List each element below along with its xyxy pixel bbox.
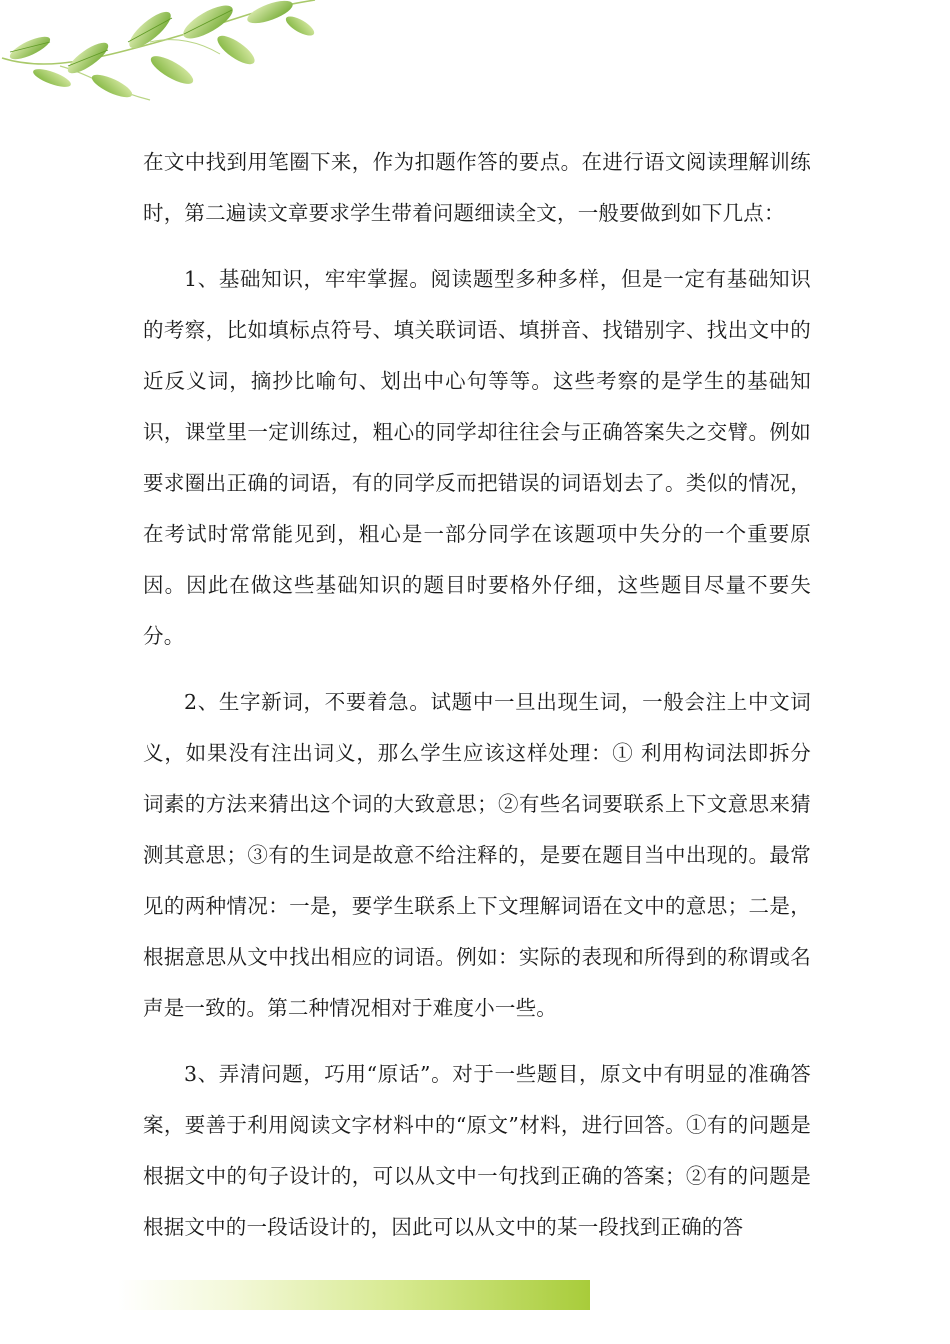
paragraph-continuation: 在文中找到用笔圈下来，作为扣题作答的要点。在进行语文阅读理解训练时，第二遍读文章要求学生带着问题细读全文，一般要做到如下几点： bbox=[143, 150, 811, 225]
paragraph-point-1: 1、基础知识，牢牢掌握。阅读题型多种多样，但是一定有基础知识的考察，比如填标点符号、填关联词语、填拼音、找错别字、找出文中的近反义词，摘抄比喻句、划出中心句等等。这些考察的是学生的基础知识，课堂里一定训练过，粗心的同学却往往会与正确答案失之交臂。例如要求圈出正确的词语，有的同学反而把错误的词语划去了。类似的情况，在考试时常常能见到，粗心是一部分同学在该题项中失分的一个重要原因。因此在做这些基础知识的题目时要格外仔细，这些题目尽量不要失分。 bbox=[143, 267, 811, 648]
paragraph-point-2: 2、生字新词，不要着急。试题中一旦出现生词，一般会注上中文词义，如果没有注出词义，那么学生应该这样处理：① 利用构词法即拆分词素的方法来猜出这个词的大致意思；②有些名词要联系上下文意思来猜测其意思；③有的生词是故意不给注释的，是要在题目当中出现的。最常见的两种情况：一是，要学生联系上下文理解词语在文中的意思；二是，根据意思从文中找出相应的词语。例如：实际的表现和所得到的称谓或名声是一致的。第二种情况相对于难度小一些。 bbox=[143, 690, 811, 1020]
document-body bbox=[143, 137, 811, 1253]
paragraph-point-3: 3、弄清问题，巧用“原话”。对于一些题目，原文中有明显的准确答案，要善于利用阅读文字材料中的“原文”材料，进行回答。①有的问题是根据文中的句子设计的，可以从文中一句找到正确的答案；②有的问题是根据文中的一段话设计的，因此可以从文中的某一段找到正确的答 bbox=[143, 1062, 811, 1239]
footer-decoration-bar bbox=[118, 1280, 590, 1310]
vine-leaves-icon bbox=[0, 0, 320, 110]
